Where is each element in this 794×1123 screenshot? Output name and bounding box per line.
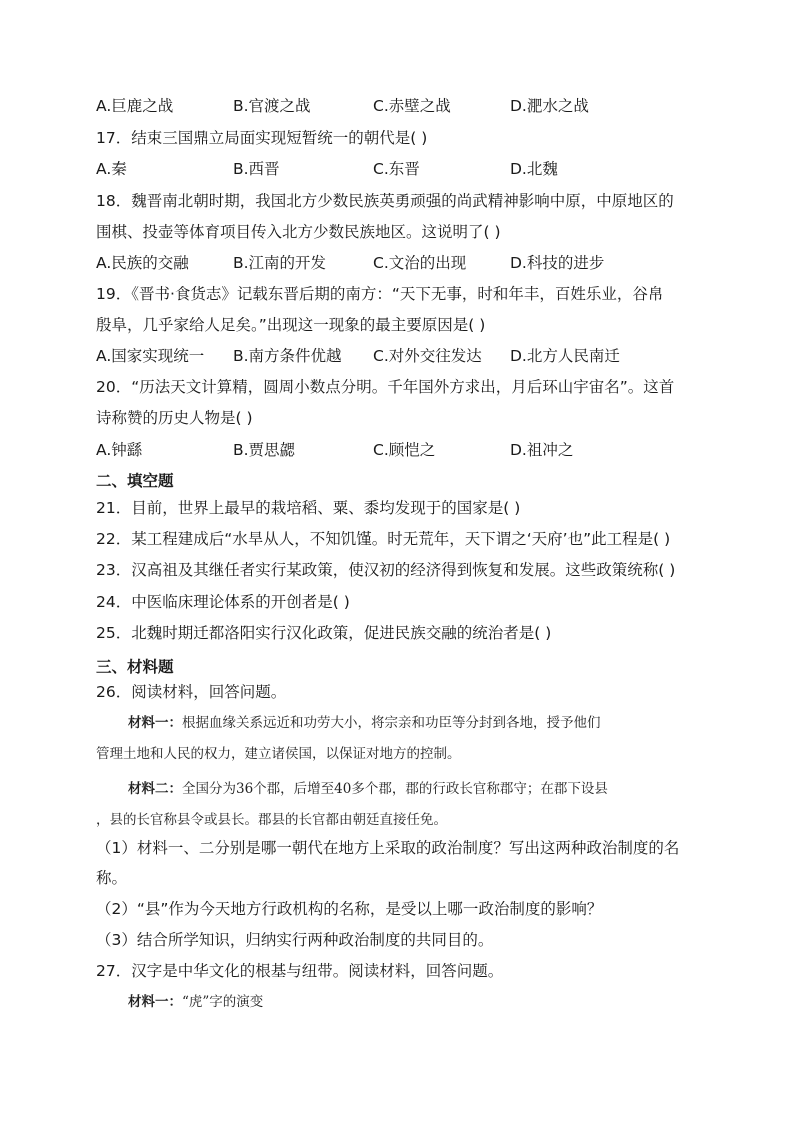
q21-stem: 21．目前，世界上最早的栽培稻、粟、黍均发现于的国家是( ) xyxy=(96,499,521,517)
q27-material1-label: 材料一： xyxy=(128,994,182,1010)
q27-material1-line xyxy=(128,990,263,1014)
q26-material2-label: 材料二： xyxy=(128,781,182,797)
q18-stem-line2: 围棋、投壶等体育项目传入北方少数民族地区。这说明了( ) xyxy=(96,223,501,241)
q19-option-c: C.对外交往发达 xyxy=(373,347,482,365)
q26-material1-text1: 根据血缘关系远近和功劳大小，将宗亲和功臣等分封到各地，授予他们 xyxy=(182,715,601,731)
q27-stem: 27．汉字是中华文化的根基与纽带。阅读材料，回答问题。 xyxy=(96,962,504,980)
q16-option-a: A.巨鹿之战 xyxy=(96,97,174,115)
q27-material1-text: “虎”字的演变 xyxy=(182,994,264,1010)
q26-sub3: （3）结合所学知识，归纳实行两种政治制度的共同目的。 xyxy=(96,931,494,949)
q20-option-a: A.钟繇 xyxy=(96,441,143,459)
q26-material2-line2: ，县的长官称县令或县长。郡县的长官都由朝廷直接任免。 xyxy=(96,812,447,828)
section-heading-material: 三、材料题 xyxy=(96,658,174,676)
q20-option-b: B.贾思勰 xyxy=(233,441,296,459)
q19-option-d: D.北方人民南迁 xyxy=(510,347,620,365)
q26-stem: 26．阅读材料，回答问题。 xyxy=(96,683,287,701)
q25-stem: 25．北魏时期迁都洛阳实行汉化政策，促进民族交融的统治者是( ) xyxy=(96,624,552,642)
q18-option-c: C.文治的出现 xyxy=(373,254,467,272)
q20-stem-line2: 诗称赞的历史人物是( ) xyxy=(96,409,253,427)
q26-material2-line1 xyxy=(128,777,608,801)
q16-option-d: D.淝水之战 xyxy=(510,97,589,115)
q19-stem-line1: 19．《晋书·食货志》记载东晋后期的南方：“天下无事，时和年丰，百姓乐业，谷帛 xyxy=(96,285,664,303)
q26-sub1-line1: （1）材料一、二分别是哪一朝代在地方上采取的政治制度？写出这两种政治制度的名 xyxy=(96,839,680,857)
q17-option-d: D.北魏 xyxy=(510,160,558,178)
q17-stem: 17．结束三国鼎立局面实现短暂统一的朝代是( ) xyxy=(96,129,428,147)
q19-stem-line2: 殷阜，几乎家给人足矣。”出现这一现象的最主要原因是( ) xyxy=(96,316,486,334)
q26-material1-line1 xyxy=(128,711,601,735)
q19-option-b: B.南方条件优越 xyxy=(233,347,342,365)
q18-option-d: D.科技的进步 xyxy=(510,254,605,272)
q26-material1-label: 材料一： xyxy=(128,715,182,731)
q16-option-c: C.赤壁之战 xyxy=(373,97,451,115)
q17-option-b: B.西晋 xyxy=(233,160,280,178)
q16-option-b: B.官渡之战 xyxy=(233,97,311,115)
q26-sub2: （2）“县”作为今天地方行政机构的名称，是受以上哪一政治制度的影响？ xyxy=(96,900,603,918)
q23-stem: 23．汉高祖及其继任者实行某政策，使汉初的经济得到恢复和发展。这些政策统称( ) xyxy=(96,561,676,579)
q18-stem-line1: 18．魏晋南北朝时期，我国北方少数民族英勇顽强的尚武精神影响中原，中原地区的 xyxy=(96,192,674,210)
q17-option-c: C.东晋 xyxy=(373,160,420,178)
q18-option-a: A.民族的交融 xyxy=(96,254,189,272)
q17-option-a: A.秦 xyxy=(96,160,127,178)
section-heading-fill-in: 二、填空题 xyxy=(96,472,174,490)
q19-option-a: A.国家实现统一 xyxy=(96,347,205,365)
q26-sub1-line2: 称。 xyxy=(96,869,128,887)
q26-material1-line2: 管理土地和人民的权力，建立诸侯国，以保证对地方的控制。 xyxy=(96,746,461,762)
q20-option-c: C.顾恺之 xyxy=(373,441,436,459)
q18-option-b: B.江南的开发 xyxy=(233,254,327,272)
q20-stem-line1: 20．“历法天文计算精，圆周小数点分明。千年国外方求出，月后环山宇宙名”。这首 xyxy=(96,378,675,396)
q22-stem: 22．某工程建成后“水旱从人，不知饥馑。时无荒年，天下谓之‘天府’也”此工程是( ) xyxy=(96,530,671,548)
q26-material2-text1: 全国分为36个郡，后增至40多个郡，郡的行政长官称郡守；在郡下设县 xyxy=(182,781,608,797)
q20-option-d: D.祖冲之 xyxy=(510,441,574,459)
q24-stem: 24．中医临床理论体系的开创者是( ) xyxy=(96,593,350,611)
